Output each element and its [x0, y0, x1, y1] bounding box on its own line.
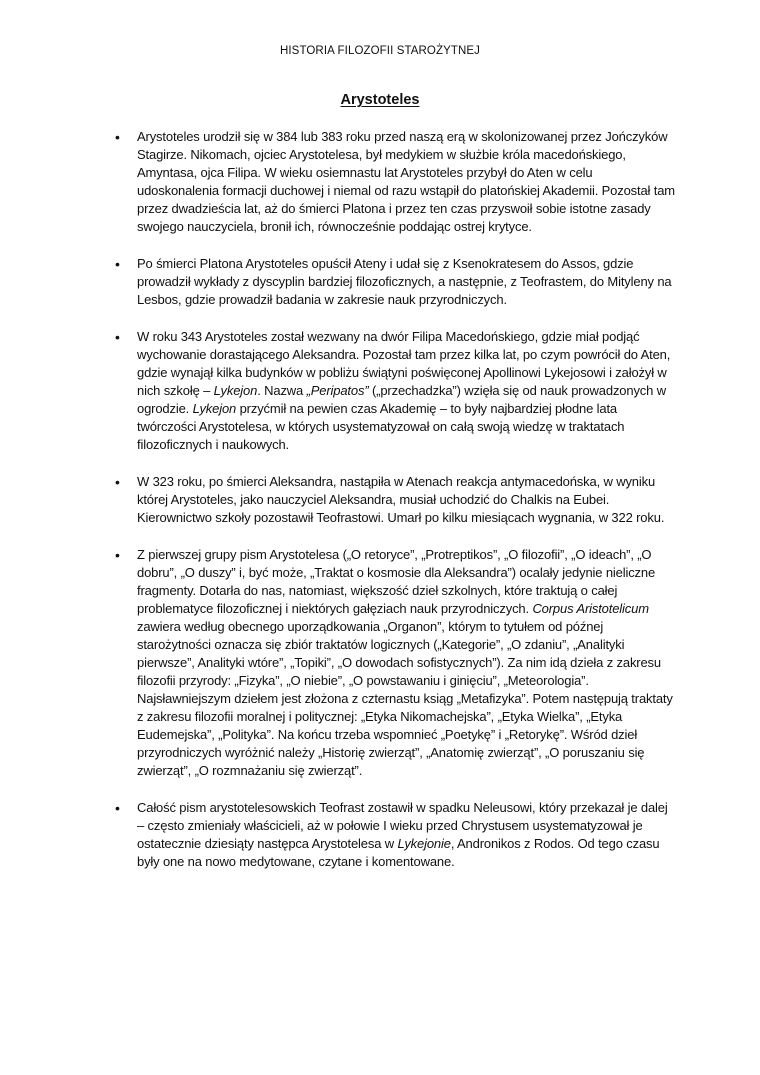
- text-segment: W roku 343 Arystoteles został wezwany na dwór Filipa Macedońskiego, gdzie miał podjąć wychowanie dorastającego Aleksandra. Pozostał tam przez kilka lat, po czym powrócił do Aten, gdzie wynajął kilka budynków w pobliżu świątyni poświęconej Apollinowi Lykejosowi i założył w nich szkołę –: [137, 329, 671, 398]
- italic-segment: „Peripatos”: [306, 383, 369, 398]
- document-title: Arystoteles: [340, 92, 420, 108]
- bullet-item: [0, 473, 760, 527]
- bullet-icon: •: [115, 547, 120, 563]
- bullet-paragraph: [137, 328, 677, 454]
- bullet-item: [0, 546, 760, 780]
- running-header: HISTORIA FILOZOFII STAROŻYTNEJ: [279, 45, 480, 57]
- bullet-item: [0, 255, 760, 309]
- bullet-icon: •: [115, 474, 120, 490]
- bullet-item: [0, 799, 760, 871]
- bullet-icon: •: [115, 800, 120, 816]
- bullet-item: [0, 328, 760, 454]
- bullet-paragraph: [137, 799, 677, 871]
- text-segment: („przechadzka”) wzięła się od nauk prowadzonych w ogrodzie.: [137, 383, 666, 416]
- italic-segment: Lykejon: [192, 401, 237, 416]
- text-segment: , Andronikos z Rodos. Od tego czasu były one na nowo medytowane, czytane i komentowane.: [137, 836, 660, 869]
- bullet-paragraph: [137, 546, 677, 780]
- bullet-paragraph: [137, 473, 677, 527]
- italic-segment: Lykejon: [213, 383, 258, 398]
- text-segment: Całość pism arystotelesowskich Teofrast zostawił w spadku Neleusowi, który przekazał je dalej – często zmieniały właścicieli, aż w połowie I wieku przed Chrystusem usystematyzował je ostatecznie dziesiąty następca Arystotelesa w: [137, 800, 668, 851]
- text-segment: zawiera według obecnego uporządkowania „Organon”, którym to tytułem od późnej starożytności oznacza się zbiór traktatów logicznych („Kategorie”, „O zdaniu”, „Analityki pierwsze”, Analityki wtóre”, „Topiki”, „O dowodach sofistycznych”). Za nim idą dzieła z zakresu filozofii przyrody: „Fizyka”, „O niebie”, „O powstawaniu i ginięciu”, „Meteorologia”. Najsławniejszym dziełem jest złożona z czternastu ksiąg „Metafizyka”. Potem następują traktaty z zakresu filozofii moralnej i politycznej: „Etyka Nikomachejska”, „Etyka Wielka”, „Etyka Eudemejska”, „Polityka”. Na końcu trzeba wspomnieć „Poetykę” i „Retorykę”. Wśród dzieł przyrodniczych wyróżnić należy „Historię zwierząt”, „Anatomię zwierząt”, „O poruszaniu się zwierząt”, „O rozmnażaniu się zwierząt”.: [137, 619, 673, 778]
- text-segment: Arystoteles urodził się w 384 lub 383 roku przed naszą erą w skolonizowanej przez Jończyków Stagirze. Nikomach, ojciec Arystotelesa, był medykiem w służbie króla macedońskiego, Amyntasa, ojca Filipa. W wieku osiemnastu lat Arystoteles przybył do Aten w celu udoskonalenia formacji duchowej i niemal od razu wstąpił do platońskiej Akademii. Pozostał tam przez dwadzieścia lat, aż do śmierci Platona i przez ten czas przyswoił sobie istotne zasady swojego nauczyciela, bronił ich, równocześnie poddając ostrej krytyce.: [137, 129, 675, 234]
- text-segment: . Nazwa: [257, 383, 307, 398]
- text-segment: Z pierwszej grupy pism Arystotelesa („O retoryce”, „Protreptikos”, „O filozofii”, „O ideach”, „O dobru”, „O duszy” i, być może, „Traktat o kosmosie dla Aleksandra”) ocalały jedynie nieliczne fragmenty. Dotarła do nas, natomiast, większość dzieł szkolnych, które traktują o całej problematyce filozoficznej i niektórych gałęziach nauk przyrodniczych.: [137, 547, 656, 616]
- text-segment: W 323 roku, po śmierci Aleksandra, nastąpiła w Atenach reakcja antymacedońska, w wyniku której Arystoteles, jako nauczyciel Aleksandra, musiał uchodzić do Chalkis na Eubei. Kierownictwo szkoły pozostawił Teofrastowi. Umarł po kilku miesiącach wygnania, w 322 roku.: [137, 474, 665, 525]
- bullet-icon: •: [115, 329, 120, 345]
- bullet-item: [0, 128, 760, 236]
- bullet-icon: •: [115, 256, 120, 272]
- text-segment: przyćmił na pewien czas Akademię – to były najbardziej płodne lata twórczości Arystotelesa, w których usystematyzował on całą swoją wiedzę w traktatach filozoficznych i naukowych.: [137, 401, 625, 452]
- italic-segment: Corpus Aristotelicum: [532, 601, 649, 616]
- bullet-list: [0, 128, 760, 890]
- bullet-icon: •: [115, 129, 120, 145]
- italic-segment: Lykejonie: [397, 836, 451, 851]
- text-segment: Po śmierci Platona Arystoteles opuścił Ateny i udał się z Ksenokratesem do Assos, gdzie prowadził wykłady z dyscyplin bardziej filozoficznych, a następnie, z Teofrastem, do Mityleny na Lesbos, gdzie prowadził badania w zakresie nauk przyrodniczych.: [137, 256, 672, 307]
- bullet-paragraph: [137, 255, 677, 309]
- bullet-paragraph: [137, 128, 677, 236]
